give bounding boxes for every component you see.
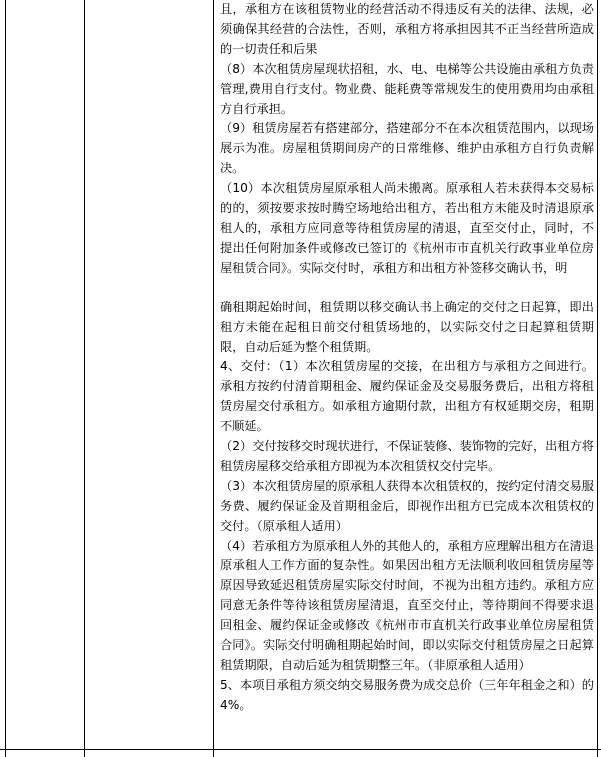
row-border-bottom — [0, 749, 601, 750]
paragraph-clause-9: （9）租赁房屋若有搭建部分，搭建部分不在本次租赁范围内，以现场展示为准。房屋租赁期间房产的日常维修、维护由承租方自行负责解决。 — [220, 121, 594, 176]
paragraph-lease-start: 确租期起始时间，租赁期以移交确认书上确定的交付之日起算，即出租方未能在起租日前交付租赁场地的，以实际交付之日起算租赁期限，自动后延为整个租赁期。 — [220, 299, 594, 354]
paragraph-delivery-4: （4）若承租方为原承租人外的其他人的，承租方应理解出租方在清退原承租人工作方面的复杂性。如果因出租方无法顺利收回租赁房屋等原因导致延迟租赁房屋实际交付时间，不视为出租方违约。承租方应同意无条件等待该租赁房屋清退，直至交付止，等待期间不得要求退回租金、履约保证金或修改《杭州市市直机关行政事业单位房屋租赁合同》。实际交付明确租期起始时间，即以实际交付租赁房屋之日起算租赁期限，自动后延为租赁期整三年。（非原承租人适用） — [220, 538, 594, 672]
paragraph-delivery-1: 4、交付：（1）本次租赁房屋的交接，在出租方与承租方之间进行。承租方按约付清首期租金、履约保证金及交易服务费后，出租方将租赁房屋交付承租方。如承租方逾期付款，出租方有权延期交房，租期不顺延。 — [220, 359, 594, 434]
paragraph-delivery-3: （3）本次租赁房屋的原承租人获得本次租赁权的，按约定付清交易服务费、履约保证金及首期租金后，即视作出租方已完成本次租赁权的交付。（原承租人适用） — [220, 478, 594, 533]
paragraph-clause-10: （10）本次租赁房屋原承租人尚未搬离。原承租人若未获得本交易标的的，须按要求按时腾空场地给出租方，若出租方未能及时清退原承租人的，承租方应同意等待租赁房屋的清退，直至交付止，同时，不提出任何附加条件或修改已签订的《杭州市市直机关行政事业单位房屋租赁合同》。实际交付时，承租方和出租方补签移交确认书，明 — [220, 181, 594, 275]
paragraph-delivery-2: （2）交付按移交时现状进行，不保证装修、装饰物的完好，出租方将租赁房屋移交给承租方即视为本次租赁权交付完毕。 — [220, 439, 594, 473]
paragraph-clause-8: （8）本次租赁房屋现状招租，水、电、电梯等公共设施由承租方负责管理,费用自行支付。物业费、能耗费等常规发生的使用费用均由承租方自行承担。 — [220, 61, 594, 116]
paragraph-legal-compliance: 且，承租方在该租赁物业的经营活动不得违反有关的法律、法规，必须确保其经营的合法性，否则，承租方将承担因其不正当经营所造成的一切责任和后果 — [220, 2, 594, 56]
column-border-3 — [213, 0, 214, 757]
column-border-4 — [597, 0, 598, 757]
blank-line — [218, 279, 594, 298]
column-border-2 — [84, 0, 85, 757]
column-border-1 — [5, 0, 6, 757]
terms-cell — [218, 0, 594, 748]
paragraph-service-fee: 5、本项目承租方须交纳交易服务费为成交总价（三年年租金之和）的 4%。 — [220, 677, 594, 712]
